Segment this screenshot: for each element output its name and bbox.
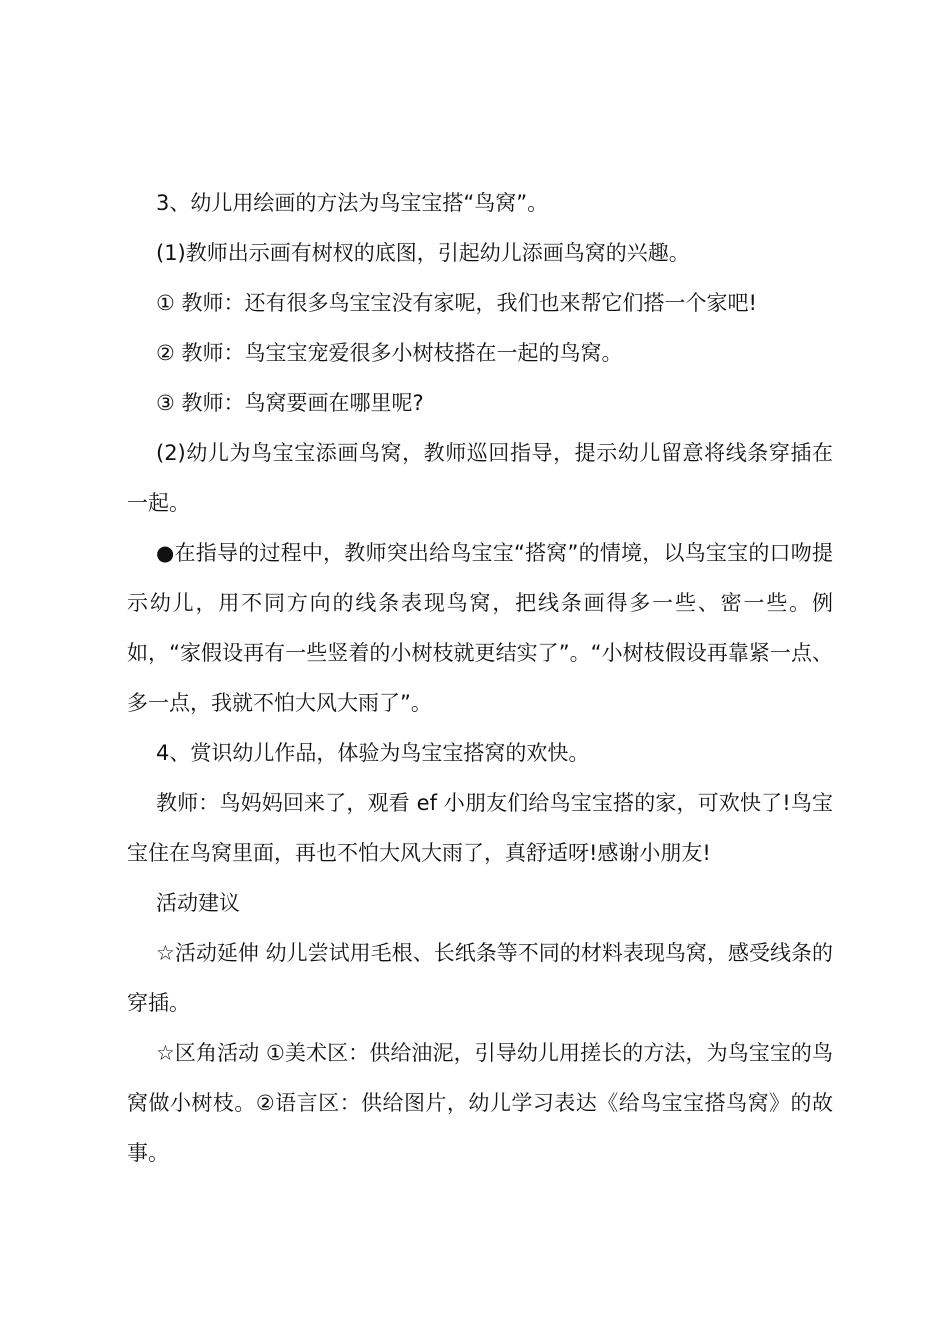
teacher-line-2: ② 教师：鸟宝宝宠爱很多小树枝搭在一起的鸟窝。: [156, 341, 623, 365]
document-body: [127, 178, 833, 1178]
guidance-paragraph: ●在指导的过程中，教师突出给鸟宝宝“搭窝”的情境，以鸟宝宝的口吻提示幼儿，用不同方向的线条表现鸟窝，把线条画得多一些、密一些。例如，“家假设再有一些竖着的小树枝就更结实了”。“小树枝假设再靠紧一点、多一点，我就不怕大风大雨了”。: [127, 541, 833, 715]
substep-1-paragraph: (1)教师出示画有树杈的底图，引起幼儿添画鸟窝的兴趣。: [156, 241, 690, 265]
corner-activity-paragraph: ☆区角活动 ①美术区：供给油泥，引导幼儿用搓长的方法，为鸟宝宝的鸟窝做小树枝。②语言区：供给图片，幼儿学习表达《给鸟宝宝搭鸟窝》的故事。: [127, 1041, 833, 1165]
teacher-line-3: ③ 教师：鸟窝要画在哪里呢?: [156, 391, 424, 415]
step-3-heading: 3、幼儿用绘画的方法为鸟宝宝搭“鸟窝”。: [156, 191, 549, 215]
activity-extension-paragraph: ☆活动延伸 幼儿尝试用毛根、长纸条等不同的材料表现鸟窝，感受线条的穿插。: [127, 941, 833, 1015]
teacher-closing-paragraph: 教师：鸟妈妈回来了，观看 ef 小朋友们给鸟宝宝搭的家，可欢快了!鸟宝宝住在鸟窝里面，再也不怕大风大雨了，真舒适呀!感谢小朋友!: [127, 791, 833, 865]
teacher-line-1: ① 教师：还有很多鸟宝宝没有家呢，我们也来帮它们搭一个家吧!: [156, 291, 757, 315]
substep-2-paragraph: (2)幼儿为鸟宝宝添画鸟窝，教师巡回指导，提示幼儿留意将线条穿插在一起。: [127, 441, 833, 515]
activity-suggestions-heading: 活动建议: [156, 891, 240, 915]
step-4-heading: 4、赏识幼儿作品，体验为鸟宝宝搭窝的欢快。: [156, 741, 590, 765]
